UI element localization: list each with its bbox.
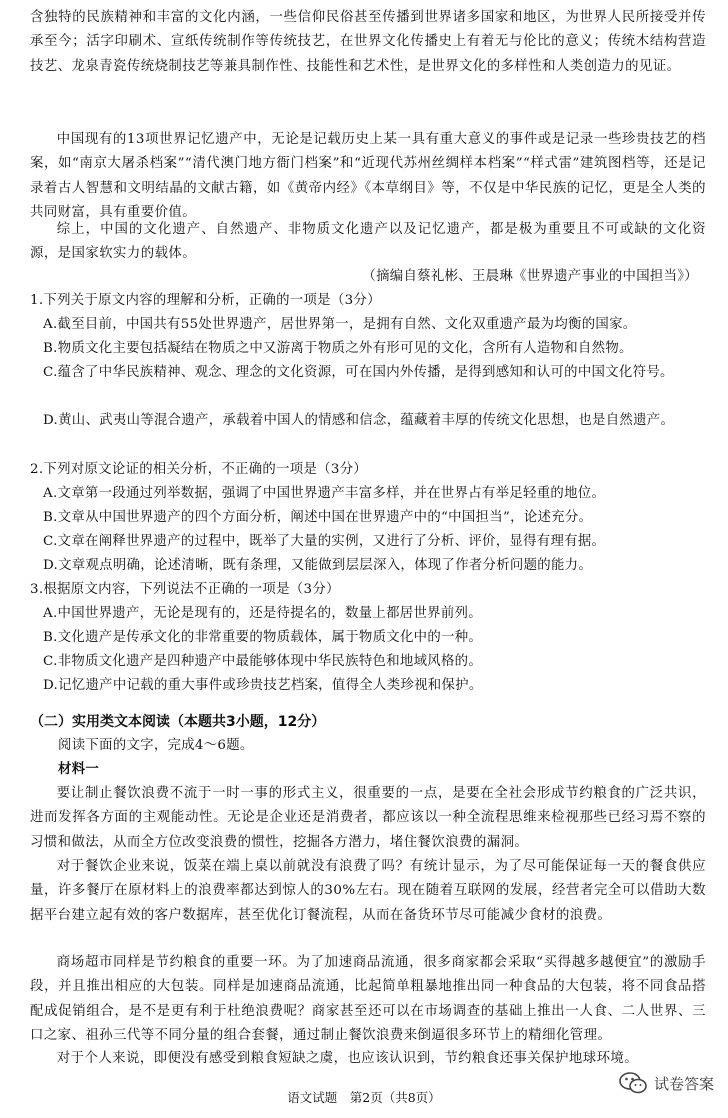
question-option: B.文章从中国世界遗产的四个方面分析，阐述中国在世界遗产中的“中国担当”，论述充分。 — [43, 510, 593, 525]
question-option: B.物质文化主要包括凝结在物质之中又游离于物质之外有形可见的文化，含所有人造物和自然物。 — [43, 341, 633, 356]
question-option: C.蕴含了中华民族精神、观念、理念的文化资源，可在国内外传播，是得到感知和认可的中国文化符号。 — [43, 365, 674, 380]
question-option: C.文章在阐释世界遗产的过程中，既举了大量的实例，又进行了分析、评价，显得有理有据。 — [43, 534, 606, 549]
question-option: C.非物质文化遗产是四种遗产中最能够体现中华民族特色和地域风格的。 — [43, 654, 483, 669]
question-stem: 1.下列关于原文内容的理解和分析，正确的一项是（3分） — [30, 293, 381, 308]
question-option: D.黄山、武夷山等混合遗产，承载着中国人的情感和信念，蕴藏着丰厚的传统文化思想，也是自然遗产。 — [43, 413, 675, 428]
question-option: D.文章观点明确，论述清晰，既有条理，又能做到层层深入，体现了作者分析问题的能力。 — [43, 558, 593, 573]
question-stem: 2.下列对原文论证的相关分析，不正确的一项是（3分） — [30, 462, 368, 477]
question-option: A.截至目前，中国共有55处世界遗产，居世界第一，是拥有自然、文化双重遗产最为均衡的国家。 — [43, 317, 637, 332]
question-option: D.记忆遗产中记载的重大事件或珍贵技艺档案，值得全人类珍视和保护。 — [43, 678, 483, 693]
source-citation: （摘编自蔡礼彬、王晨琳《世界遗产事业的中国担当》） — [362, 269, 698, 284]
question-option: A.中国世界遗产，无论是现有的，还是待提名的，数量上都居世界前列。 — [43, 606, 482, 621]
passage-paragraph: 中国现有的13项世界记忆遗产中，无论是记载历史上某一具有重大意义的事件或是记录一些珍贵技艺的档案，如“南京大屠杀档案”“清代澳门地方衙门档案”和“近现代苏州丝绸样本档案”“样式雷”建筑图档等，还是记录着古人智慧和文明结晶的文献古籍，如《黄帝内经》《本草纲目》等，不仅是中华民族的记忆，更是全人类的共同财富，具有重要价值。 — [30, 132, 706, 221]
material-paragraph: 对于个人来说，即便没有感受到粮食短缺之虞，也应该认识到，节约粮食还事关保护地球环境。 — [56, 1051, 639, 1066]
passage-paragraph: 含独特的民族精神和丰富的文化内涵，一些信仰民俗甚至传播到世界诸多国家和地区，为世界人民所接受并传承至今；活字印刷术、宣纸传统制作等传统技艺，在世界文化传播史上有着无与伦比的意义；传统木结构营造技艺、龙泉青瓷传统烧制技艺等兼具制作性、技能性和艺术性，是世界文化的多样性和人类创造力的见证。 — [30, 10, 706, 74]
page-footer: 语文试题 第2页（共8页） — [287, 1090, 441, 1105]
material-paragraph: 商场超市同样是节约粮食的重要一环。为了加速商品流通，很多商家都会采取“买得越多越便宜”的激励手段，并且推出相应的大包装。同样是加速商品流通，比起简单粗暴地推出同一种食品的大包装，将不同食品搭配成促销组合，是不是更有利于杜绝浪费呢？商家甚至还可以在市场调查的基础上推出一人食、二人世界、三口之家、祖孙三代等不同分量的组合套餐，通过制止餐饮浪费来倒逼很多环节上的精细化管理。 — [30, 955, 706, 1044]
material-paragraph: 对于餐饮企业来说，饭菜在端上桌以前就没有浪费了吗？有统计显示，为了尽可能保证每一天的餐食供应量，许多餐厅在原材料上的浪费率都达到惊人的30%左右。现在随着互联网的发展，经营者完全可以借助大数据平台建立起有效的客户数据库，甚至优化订餐流程，从而在备货环节尽可能减少食材的浪费。 — [30, 859, 706, 923]
material-label: 材料一 — [58, 762, 100, 777]
question-stem: 3.根据原文内容，下列说法不正确的一项是（3分） — [30, 582, 340, 597]
section-heading: （二）实用类文本阅读（本题共3小题，12分） — [30, 714, 326, 730]
question-option: B.文化遗产是传承文化的非常重要的物质载体，属于物质文化中的一种。 — [43, 630, 483, 645]
material-paragraph: 要让制止餐饮浪费不流于一时一事的形式主义，很重要的一点，是要在全社会形成节约粮食的广泛共识，进而发挥各方面的主观能动性。无论是企业还是消费者，都应该以一种全流程思维来检视那些已经习焉不察的习惯和做法，从而全方位改变浪费的惯性，挖掘各方潜力，堵住餐饮浪费的漏洞。 — [30, 786, 706, 850]
section-instruction: 阅读下面的文字，完成4～6题。 — [58, 738, 254, 753]
question-option: A.文章第一段通过列举数据，强调了中国世界遗产丰富多样，并在世界占有举足轻重的地位。 — [43, 486, 606, 501]
passage-paragraph: 综上，中国的文化遗产、自然遗产、非物质文化遗产以及记忆遗产，都是极为重要且不可或缺的文化资源，是国家软实力的载体。 — [30, 222, 706, 262]
watermark-text: 试卷答案 — [653, 1074, 714, 1093]
